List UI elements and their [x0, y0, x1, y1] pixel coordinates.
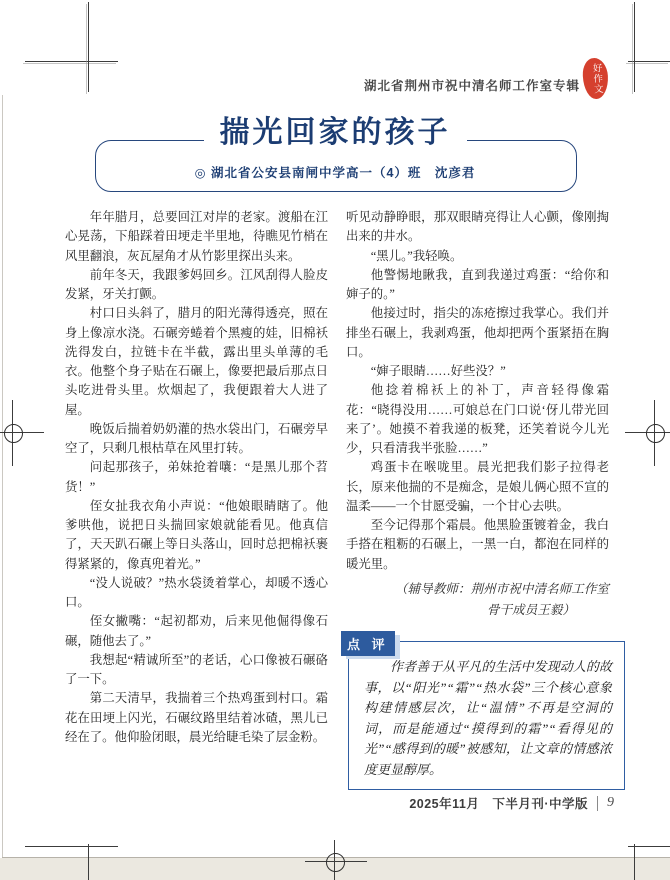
paragraph: 晚饭后揣着奶奶灌的热水袋出门，石碾旁早空了，只剩几根枯草在风里打转。 — [65, 421, 328, 455]
paragraph: 他捻着棉袄上的补丁，声音轻得像霜花：“晓得没用……可娘总在门口说‘伢儿带光回来了’。她摸不着我递的板凳，还笑着说今儿光少，只看清我半张脸……” — [346, 383, 609, 455]
paragraph: 前年冬天，我跟爹妈回乡。江风刮得人脸皮发紧，牙关打颤。 — [65, 267, 328, 301]
crop-mark-bottom-right-icon — [634, 844, 635, 880]
teacher-credit-line: （辅导教师：荆州市祝中清名师工作室 — [394, 581, 609, 596]
teacher-credit-line: 骨干成员王毅） — [486, 602, 575, 617]
crop-mark-top-left-icon — [88, 2, 89, 92]
red-seal-stamp-icon — [582, 57, 609, 99]
crop-mark-top-left-icon — [25, 61, 118, 62]
paragraph: 村口日头斜了，腊月的阳光薄得透亮，照在身上像凉水浇。石碾旁蜷着个黑瘦的娃，旧棉袄洗得发白，拉链卡在半截，露出里头单薄的毛衣。他整个身子贴在石碾上，像要把最后那点日头吃进骨头里。炊烟起了，我便跟着大人进了屋。 — [65, 306, 328, 417]
comment-text: 作者善于从平凡的生活中发现动人的故事，以“阳光”“霜”“热水袋”三个核心意象构建情感层次，让“温情”不再是空洞的词，而是能通过“摸得到的霜”“看得见的光”“感得到的暖”被感知，让文章的情感浓度更显醇厚。 — [364, 659, 612, 777]
paragraph: 问起那孩子，弟妹抢着嚷：“是黑儿那个苕货！” — [65, 460, 328, 494]
issue-info: 2025年11月 下半月刊·中学版 — [409, 797, 588, 811]
paragraph: 我想起“精诚所至”的老话，心口像被石碾硌了一下。 — [65, 652, 328, 686]
paragraph: 侄女扯我衣角小声说：“他娘眼睛瞎了。他爹哄他，说把日头揣回家娘就能看见。他真信了，天天趴石碾上等日头落山，回时总把棉袄裹得紧紧的，像真兜着光。” — [65, 498, 328, 571]
footer-divider — [597, 796, 598, 811]
crop-mark-bottom-left-icon — [88, 844, 89, 880]
crop-mark-bottom-left-icon — [25, 846, 118, 847]
masthead-title: 湖北省荆州市祝中清名师工作室专辑 — [363, 79, 580, 93]
article-column-right — [346, 208, 609, 621]
paragraph: 鸡蛋卡在喉咙里。晨光把我们影子拉得老长，原来他揣的不是痴念，是娘儿俩心照不宣的温柔——一个甘愿受骗，一个甘心去哄。 — [346, 460, 609, 513]
page-number: 9 — [607, 795, 614, 810]
paragraph: 至今记得那个霜晨。他黑脸蛋镀着金，我白手搭在粗粝的石碾上，一黑一白，都泡在同样的暖光里。 — [346, 518, 609, 571]
paragraph: “婶子眼睛……好些没？” — [370, 364, 506, 378]
byline: ◎ 湖北省公安县南闸中学高一（4）班 沈彦君 — [194, 166, 476, 180]
page-footer — [409, 794, 614, 812]
paragraph: 侄女撇嘴：“起初都劝，后来见他倔得像石碾，随他去了。” — [65, 614, 328, 648]
page-edge-left — [2, 95, 3, 857]
comment-box — [347, 637, 625, 790]
paragraph: 年年腊月，总要回江对岸的老家。渡船在江心晃荡，下船踩着田埂走半里地，待瞧见竹梢在风里翻浪，灰瓦屋角才从竹影里探出头来。 — [65, 210, 328, 263]
paragraph: 他接过时，指尖的冻疮擦过我掌心。我们并排坐石碾上，我剥鸡蛋，他却把两个蛋紧捂在胸口。 — [346, 306, 609, 359]
teacher-credit — [346, 579, 609, 621]
paragraph: 他警惕地瞅我，直到我递过鸡蛋：“给你和婶子的。” — [346, 267, 609, 301]
crop-mark-top-right-icon — [634, 2, 635, 92]
article-title — [0, 110, 670, 156]
paragraph: 听见动静睁眼，那双眼睛亮得让人心颤，像刚掏出来的井水。 — [346, 210, 609, 244]
paragraph: “黑儿。”我轻唤。 — [370, 248, 463, 263]
paragraph: 第二天清早，我揣着三个热鸡蛋到村口。霜花在田埂上闪光，石碾纹路里结着冰碴，黑儿已经在了。他仰脸闭眼，晨光给睫毛染了层金粉。 — [65, 691, 328, 744]
article-column-left — [65, 208, 328, 747]
seal-text: 好作文 — [590, 62, 603, 95]
article-title-text: 揣光回家的孩子 — [204, 110, 467, 156]
comment-label-badge: 点 评 — [341, 631, 395, 656]
paragraph: “没人说破？”热水袋烫着掌心，却暖不透心口。 — [65, 575, 328, 609]
